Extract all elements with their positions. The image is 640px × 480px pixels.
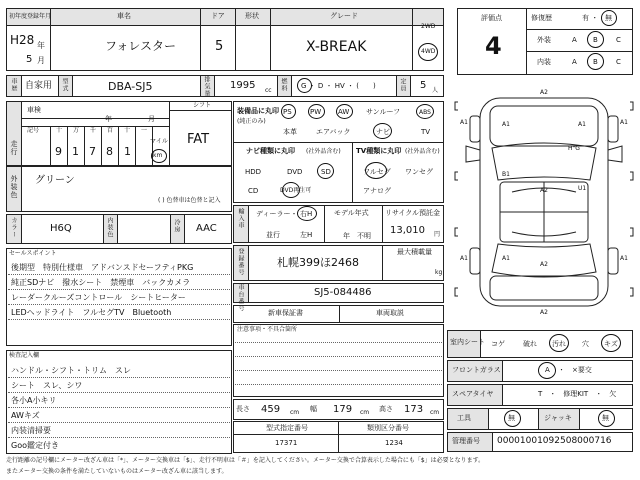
shape-label: 形状 — [245, 12, 259, 20]
color-code-label: カラー — [10, 217, 17, 238]
recycle-label: リサイクル預託金 — [385, 209, 441, 217]
notes-box — [233, 324, 444, 397]
exterior-label: 外装 — [537, 36, 551, 44]
interior-color-label: 内装色 — [106, 217, 113, 238]
sales-point-3: レーダークルーズコントロール シートヒーター — [11, 293, 186, 302]
damage-label: A2 — [540, 89, 548, 96]
km-label: km — [153, 152, 163, 159]
unit-hyaku: 百 — [107, 127, 114, 134]
recycle-unit: 円 — [434, 231, 441, 238]
car-name-label: 車名 — [117, 12, 131, 20]
damage-label: A1 — [460, 119, 468, 126]
model-year-label: モデル年式 — [334, 209, 369, 217]
doors: 5 — [215, 39, 224, 54]
tv-analog: アナログ — [363, 187, 391, 195]
car-name: フォレスター — [105, 39, 177, 53]
category-value: 1234 — [385, 439, 403, 447]
damage-label: A1 — [460, 255, 468, 262]
equip-airbag: エアバック — [316, 128, 351, 136]
recycle-value: 13,010 — [390, 225, 425, 236]
repair-options: 有 ・ — [582, 14, 599, 22]
spare-label: スペアタイヤ — [452, 390, 494, 398]
interior-a: A — [572, 58, 577, 66]
inspector-line-4: AWキズ — [11, 411, 40, 420]
notes-label: 注意事項・不具合箇所 — [237, 326, 298, 333]
seat-burn: コゲ — [491, 340, 505, 348]
damage-label: A1 — [502, 255, 510, 262]
unit-symbol: 記号 — [27, 127, 40, 134]
score-label: 評価点 — [481, 14, 502, 22]
equip-sunroof: サンルーフ — [366, 108, 401, 116]
fuel-options: G ・ D ・ HV ・ ( ) — [301, 82, 376, 90]
digit-3: 7 — [89, 145, 96, 158]
color-label: 外装色 — [10, 175, 18, 199]
displacement-value: 1995 — [230, 80, 256, 91]
seat-scratch: キズ — [604, 340, 618, 348]
windshield-label: フロントガラス — [452, 366, 501, 374]
interior-label: 内装 — [537, 58, 551, 66]
seat-hole: 穴 — [582, 340, 589, 348]
length-value: 459 — [261, 404, 281, 415]
length-unit: cm — [290, 409, 300, 416]
mile-label: マイル — [150, 138, 168, 145]
nav-title: ナビ種類に丸印 — [246, 147, 295, 155]
max-load-unit: kg — [435, 269, 443, 276]
category-label: 類別区分番号 — [367, 424, 409, 432]
unit-sen: 千 — [90, 127, 97, 134]
footer-line-1: 走行距離の記号欄にメーター改ざん車は「*」、メーター交換車は「$」、走行不明車は「＃」を記入してください。メーター交換で合算表示した場合にも「$」は必要となります。 — [6, 457, 485, 464]
nav-dvd: DVD — [287, 168, 303, 176]
height-value: 173 — [404, 404, 424, 415]
door-label: ドア — [211, 12, 225, 20]
color-value: グリーン — [35, 175, 75, 186]
model-value: DBA-SJ5 — [108, 80, 153, 93]
digit-2: 1 — [72, 145, 79, 158]
nav-hdd: HDD — [245, 168, 262, 176]
color-code: H6Q — [50, 223, 72, 234]
mileage-label: 走行 — [10, 140, 18, 156]
warranty-label: 新車保証書 — [268, 309, 303, 317]
exterior-c: C — [616, 36, 621, 44]
capacity-label: 定員 — [399, 78, 406, 92]
frame-label: 車台番号 — [237, 284, 244, 312]
equip-ps: PS — [283, 108, 292, 116]
plate-label: 登録番号 — [237, 248, 244, 276]
tools-label: 工具 — [457, 414, 471, 422]
windshield-a: A — [545, 366, 550, 374]
equipment-title: 装備品に丸印 — [237, 107, 279, 115]
tv-title: TV種類に丸印 — [356, 147, 402, 155]
damage-label: U1 — [578, 185, 587, 192]
unit-ju: 十 — [124, 127, 131, 134]
tv-fullseg: フルセグ — [363, 168, 391, 176]
score-value: 4 — [485, 32, 502, 60]
max-load-label: 最大積載量 — [397, 248, 432, 256]
unit-ichi: 一 — [141, 127, 148, 134]
inspector-line-1: ハンドル・シフト・トリム スレ — [11, 366, 131, 375]
interior-c: C — [616, 58, 621, 66]
tools-none: 無 — [508, 414, 515, 422]
import-label: 輸入車 — [237, 208, 244, 229]
nav-cd: CD — [248, 187, 259, 195]
unit-ten-man: 十 — [56, 127, 63, 134]
month-unit: 月 — [37, 56, 45, 65]
capacity-unit: 人 — [432, 87, 439, 94]
fuel-label: 燃料 — [280, 78, 287, 92]
equip-abs: ABS — [419, 109, 431, 116]
nav-subtitle: (社外品含む) — [306, 148, 341, 155]
nav-dvd-playback: DVD再生可 — [280, 187, 312, 194]
height-label: 高さ — [379, 405, 393, 413]
damage-label: H"G — [568, 145, 580, 152]
damage-label: A2 — [540, 261, 548, 268]
displacement-label: 排気量 — [203, 76, 210, 97]
damage-label: A2 — [540, 309, 548, 316]
repair-label: 修復歴 — [531, 14, 552, 22]
jack-none: 無 — [602, 414, 609, 422]
sales-point-1: 後期型 特別仕様車 アドバンスドセーフティPKG — [11, 263, 194, 272]
inspector-line-5: 内装清掃要 — [11, 426, 51, 435]
nav-sd: SD — [321, 168, 331, 176]
equipment-subtitle: (純正のみ) — [237, 118, 266, 125]
unit-man: 万 — [73, 127, 80, 134]
length-label: 長さ — [236, 405, 250, 413]
import-dealer: ディーラー・ — [256, 210, 298, 218]
damage-label: A1 — [620, 119, 628, 126]
sales-points-label: セールスポイント — [9, 250, 57, 257]
mgmt-label: 管理番号 — [452, 437, 480, 445]
ac-value: AAC — [196, 223, 217, 234]
inspector-label: 検査記入欄 — [9, 352, 40, 359]
interior-b: B — [593, 58, 598, 66]
model-label: 型式 — [61, 78, 68, 92]
exterior-b: B — [593, 36, 598, 44]
inspection-month: 月 — [148, 115, 155, 123]
car-outline — [466, 98, 622, 306]
seat-stain: 汚れ — [552, 340, 566, 348]
color-note: ( ) 色替車は色替と記入 — [158, 197, 221, 204]
windshield-rest: ・ ×要交 — [558, 366, 592, 374]
width-unit: cm — [360, 409, 370, 416]
equip-pw: PW — [310, 108, 322, 116]
height-unit: cm — [430, 409, 440, 416]
repair-none: 無 — [605, 14, 612, 22]
damage-label: B1 — [502, 171, 510, 178]
inspection-year: 年 — [105, 115, 112, 123]
grade-label: グレード — [330, 12, 358, 20]
type-cert-value: 17371 — [275, 439, 298, 447]
equip-leather: 本革 — [283, 128, 297, 136]
equip-aw: AW — [338, 108, 350, 116]
import-right-hand: 右H — [300, 210, 313, 218]
era-year: H28 — [10, 33, 35, 47]
spare-items: T ・ 修理KIT ・ 欠 — [538, 390, 617, 398]
model-year-value: 年 不明 — [343, 232, 371, 240]
equip-tv: TV — [421, 128, 431, 136]
shift-value: FAT — [187, 132, 210, 147]
jack-label: ジャッキ — [544, 414, 572, 422]
width-label: 幅 — [310, 405, 317, 413]
ac-label: 冷房 — [173, 219, 180, 233]
frame-value: SJ5-084486 — [314, 287, 372, 298]
import-parallel: 並行 — [266, 231, 280, 239]
car-damage-diagram — [452, 80, 636, 324]
tv-oneseg: ワンセグ — [405, 168, 433, 176]
manual-label: 車両取説 — [376, 309, 404, 317]
import-left-hand: 左H — [300, 231, 313, 239]
shift-label: シフト — [193, 102, 212, 109]
inspector-line-2: シート スレ、シワ — [11, 381, 83, 390]
equip-nav: ナビ — [376, 128, 390, 136]
tv-subtitle: (社外品含む) — [405, 148, 440, 155]
color-box — [6, 166, 232, 212]
damage-label: A1 — [502, 121, 510, 128]
damage-label: A1 — [578, 121, 586, 128]
sales-point-2: 純正SDナビ 撥水シート 禁煙車 バックカメラ — [11, 278, 191, 287]
sales-point-4: LEDヘッドライト フルセグTV Bluetooth — [11, 308, 172, 317]
type-cert-label: 型式指定番号 — [266, 424, 308, 432]
drive-4wd: 4WD — [421, 48, 436, 55]
month-value: 5 — [26, 54, 33, 65]
year-unit: 年 — [37, 41, 45, 50]
damage-label: A2 — [540, 187, 548, 194]
header-label-row — [6, 8, 444, 26]
cc-unit: cc — [265, 87, 272, 94]
plate-value: 札幌399ほ2468 — [277, 256, 359, 269]
seat-tear: 破れ — [523, 340, 537, 348]
seat-label: 室内シート — [450, 338, 485, 346]
reg-year-label: 初年度登録年月 — [9, 13, 52, 20]
digit-1: 9 — [55, 145, 62, 158]
inspection-label: 車検 — [27, 106, 41, 114]
grade: X-BREAK — [306, 39, 367, 55]
drive-2wd: 2WD — [421, 23, 436, 30]
mgmt-number: 00001001092508000716 — [497, 436, 612, 446]
width-value: 179 — [333, 404, 353, 415]
usage-label: 車歴 — [10, 78, 17, 92]
usage-value: 自家用 — [25, 81, 53, 91]
exterior-a: A — [572, 36, 577, 44]
inspector-line-3: 各小A小キリ — [11, 396, 57, 405]
digit-4: 8 — [106, 145, 113, 158]
inspector-line-6: Goo鑑定付き — [11, 441, 59, 450]
damage-label: A1 — [620, 255, 628, 262]
digit-5: 1 — [124, 145, 131, 158]
footer-line-2: またメーター交換の条件を満たしていないものはメーター改ざん車に該当します。 — [6, 468, 228, 475]
capacity-value: 5 — [420, 80, 427, 91]
